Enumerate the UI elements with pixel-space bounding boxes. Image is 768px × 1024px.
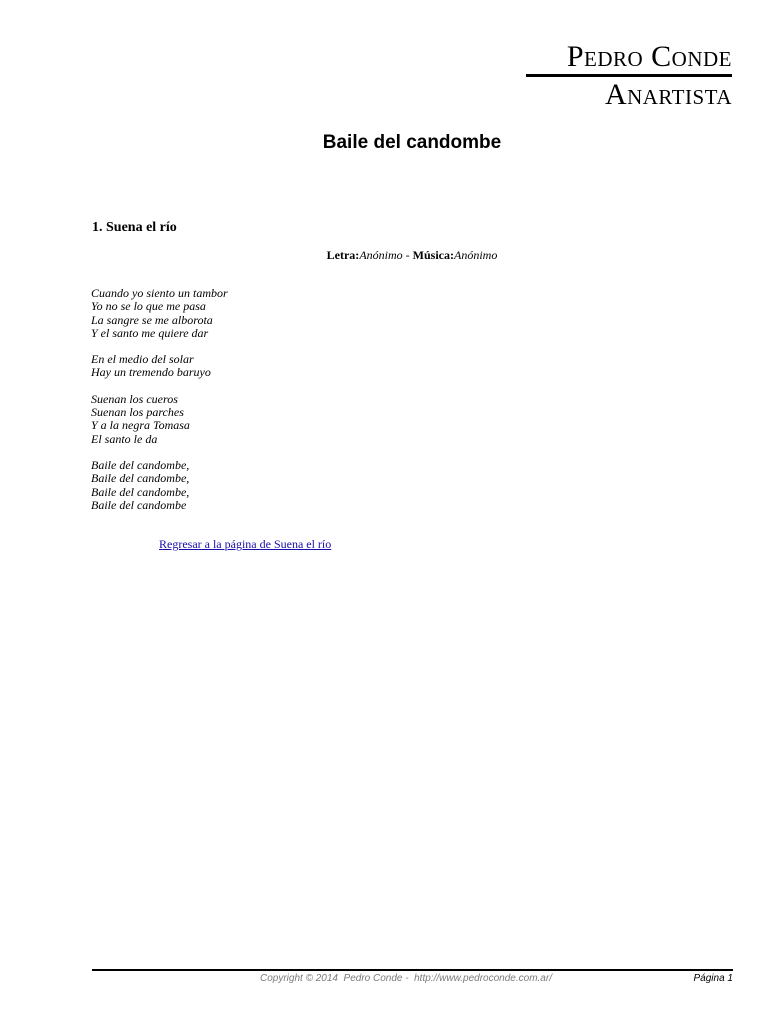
lyric-line: Suenan los parches — [91, 405, 184, 420]
lyric-line: Baile del candombe, — [91, 471, 190, 486]
lyric-line: Yo no se lo que me pasa — [91, 299, 206, 314]
song-heading: 1. Suena el río — [92, 220, 177, 235]
lyric-line: Suenan los cueros — [91, 391, 178, 406]
song-credits — [0, 248, 768, 263]
site-logo — [526, 40, 732, 112]
footer-page-number: Página 1 — [693, 973, 733, 984]
lyrics — [91, 287, 228, 525]
lyric-line: Y el santo me quiere dar — [91, 325, 209, 340]
footer-copyright: Copyright © 2014 Pedro Conde - http://www.pedroconde.com.ar/ — [260, 973, 552, 984]
letra-label: Letra: — [326, 248, 360, 262]
logo-name: Pedro Conde — [566, 40, 732, 73]
logo-divider — [526, 74, 732, 77]
footer-divider — [92, 969, 733, 971]
musica-label: Música: — [412, 248, 454, 262]
lyric-line: El santo le da — [91, 431, 158, 446]
lyric-line: Y a la negra Tomasa — [91, 418, 190, 433]
page-title: Baile del candombe — [322, 132, 502, 153]
stanza-2 — [91, 353, 228, 380]
credits-separator: - — [402, 248, 413, 262]
lyric-line: En el medio del solar — [91, 352, 194, 367]
letra-value: Anónimo — [359, 248, 403, 262]
lyric-line: Baile del candombe, — [91, 457, 190, 472]
lyric-line: Baile del candombe, — [91, 484, 190, 499]
stanza-4 — [91, 459, 228, 512]
logo-tagline: Anartista — [604, 78, 732, 111]
lyric-line: La sangre se me alborota — [91, 312, 213, 327]
musica-value: Anónimo — [453, 248, 498, 262]
stanza-1 — [91, 287, 228, 340]
lyric-line: Hay un tremendo baruyo — [91, 365, 211, 380]
back-to-song-link[interactable]: Regresar a la página de Suena el río — [159, 537, 332, 551]
lyric-line: Baile del candombe — [91, 497, 187, 512]
lyric-line: Cuando yo siento un tambor — [91, 286, 228, 300]
stanza-3 — [91, 393, 228, 446]
